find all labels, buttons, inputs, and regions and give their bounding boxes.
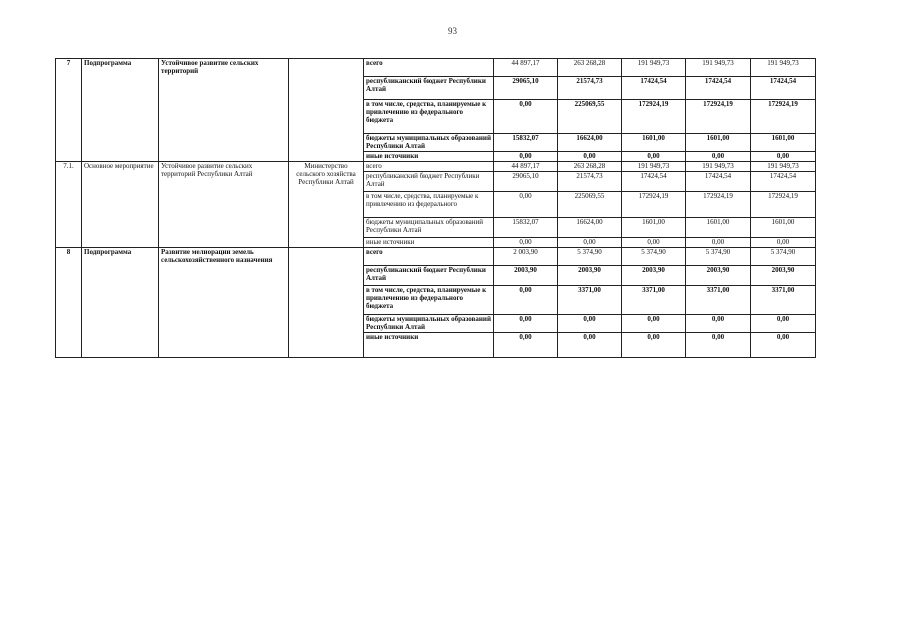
amount-cell: 0,00: [622, 333, 686, 358]
program-title: Развитие мелиорации земель сельскохозяйственного назначения: [159, 248, 289, 358]
responsible-executor: [289, 59, 364, 162]
amount-cell: 0,00: [751, 315, 816, 333]
amount-cell: 0,00: [686, 333, 751, 358]
amount-cell: 0,00: [494, 333, 558, 358]
responsible-executor: Министерство сельского хозяйства Республики Алтай: [289, 162, 364, 248]
amount-cell: 0,00: [686, 315, 751, 333]
amount-cell: 2 003,90: [494, 248, 558, 266]
funding-source: в том числе, средства, планируемые к привлечению из федерального бюджета: [364, 286, 494, 315]
amount-cell: 0,00: [494, 238, 558, 248]
funding-source: в том числе, средства, планируемые к привлечению из федерального: [364, 192, 494, 218]
amount-cell: 1601,00: [622, 134, 686, 152]
program-type: Основное мероприятие: [82, 162, 159, 248]
amount-cell: 0,00: [494, 192, 558, 218]
table-row: [56, 59, 816, 77]
funding-source: иные источники: [364, 333, 494, 358]
amount-cell: 5 374,90: [558, 248, 622, 266]
amount-cell: 29065,10: [494, 77, 558, 100]
amount-cell: 2003,90: [494, 266, 558, 286]
amount-cell: 44 897,17: [494, 162, 558, 172]
row-number: 7.1.: [56, 162, 82, 248]
amount-cell: 0,00: [558, 315, 622, 333]
amount-cell: 5 374,90: [622, 248, 686, 266]
funding-source: всего: [364, 59, 494, 77]
amount-cell: 0,00: [686, 152, 751, 162]
funding-source: всего: [364, 162, 494, 172]
page-number: 93: [448, 26, 457, 36]
amount-cell: 1601,00: [751, 218, 816, 238]
amount-cell: 225069,55: [558, 100, 622, 134]
amount-cell: 2003,90: [686, 266, 751, 286]
program-title: Устойчивое развитие сельских территорий Республики Алтай: [159, 162, 289, 248]
amount-cell: 0,00: [494, 315, 558, 333]
program-type: Подпрограмма: [82, 59, 159, 162]
amount-cell: 29065,10: [494, 172, 558, 192]
funding-source: в том числе, средства, планируемые к привлечению из федерального бюджета: [364, 100, 494, 134]
amount-cell: 17424,54: [686, 77, 751, 100]
row-number: 7: [56, 59, 82, 162]
amount-cell: 0,00: [751, 238, 816, 248]
amount-cell: 172924,19: [622, 192, 686, 218]
amount-cell: 15832,07: [494, 134, 558, 152]
amount-cell: 21574,73: [558, 172, 622, 192]
amount-cell: 191 949,73: [622, 59, 686, 77]
amount-cell: 0,00: [751, 152, 816, 162]
amount-cell: 17424,54: [751, 77, 816, 100]
amount-cell: 17424,54: [686, 172, 751, 192]
amount-cell: 5 374,90: [751, 248, 816, 266]
funding-source: всего: [364, 248, 494, 266]
amount-cell: 191 949,73: [751, 59, 816, 77]
amount-cell: 16624,00: [558, 134, 622, 152]
table-row: [56, 248, 816, 266]
amount-cell: 3371,00: [622, 286, 686, 315]
amount-cell: 1601,00: [751, 134, 816, 152]
amount-cell: 0,00: [558, 333, 622, 358]
funding-source: бюджеты муниципальных образований Республики Алтай: [364, 315, 494, 333]
amount-cell: 16624,00: [558, 218, 622, 238]
amount-cell: 21574,73: [558, 77, 622, 100]
amount-cell: 225069,55: [558, 192, 622, 218]
amount-cell: 172924,19: [751, 100, 816, 134]
amount-cell: 5 374,90: [686, 248, 751, 266]
amount-cell: 172924,19: [686, 100, 751, 134]
amount-cell: 1601,00: [686, 134, 751, 152]
amount-cell: 17424,54: [622, 77, 686, 100]
amount-cell: 191 949,73: [686, 59, 751, 77]
program-type: Подпрограмма: [82, 248, 159, 358]
amount-cell: 172924,19: [751, 192, 816, 218]
amount-cell: 172924,19: [686, 192, 751, 218]
amount-cell: 263 268,28: [558, 59, 622, 77]
table-row: [56, 162, 816, 172]
funding-source: республиканский бюджет Республики Алтай: [364, 172, 494, 192]
amount-cell: 191 949,73: [622, 162, 686, 172]
funding-source: иные источники: [364, 152, 494, 162]
amount-cell: 2003,90: [622, 266, 686, 286]
amount-cell: 191 949,73: [751, 162, 816, 172]
amount-cell: 263 268,28: [558, 162, 622, 172]
program-title: Устойчивое развитие сельских территорий: [159, 59, 289, 162]
amount-cell: 0,00: [686, 238, 751, 248]
amount-cell: 0,00: [751, 333, 816, 358]
amount-cell: 17424,54: [751, 172, 816, 192]
amount-cell: 44 897,17: [494, 59, 558, 77]
amount-cell: 1601,00: [686, 218, 751, 238]
funding-source: республиканский бюджет Республики Алтай: [364, 266, 494, 286]
funding-source: республиканский бюджет Республики Алтай: [364, 77, 494, 100]
row-number: 8: [56, 248, 82, 358]
amount-cell: 1601,00: [622, 218, 686, 238]
funding-source: бюджеты муниципальных образований Республики Алтай: [364, 218, 494, 238]
budget-table: [55, 58, 816, 358]
amount-cell: 3371,00: [751, 286, 816, 315]
amount-cell: 0,00: [558, 238, 622, 248]
amount-cell: 0,00: [558, 152, 622, 162]
amount-cell: 0,00: [494, 286, 558, 315]
amount-cell: 0,00: [494, 152, 558, 162]
amount-cell: 0,00: [494, 100, 558, 134]
amount-cell: 17424,54: [622, 172, 686, 192]
amount-cell: 0,00: [622, 152, 686, 162]
responsible-executor: [289, 248, 364, 358]
amount-cell: 2003,90: [751, 266, 816, 286]
amount-cell: 2003,90: [558, 266, 622, 286]
amount-cell: 191 949,73: [686, 162, 751, 172]
amount-cell: 0,00: [622, 238, 686, 248]
amount-cell: 3371,00: [686, 286, 751, 315]
funding-source: бюджеты муниципальных образований Республики Алтай: [364, 134, 494, 152]
amount-cell: 3371,00: [558, 286, 622, 315]
funding-source: иные источники: [364, 238, 494, 248]
amount-cell: 172924,19: [622, 100, 686, 134]
amount-cell: 0,00: [622, 315, 686, 333]
amount-cell: 15832,07: [494, 218, 558, 238]
